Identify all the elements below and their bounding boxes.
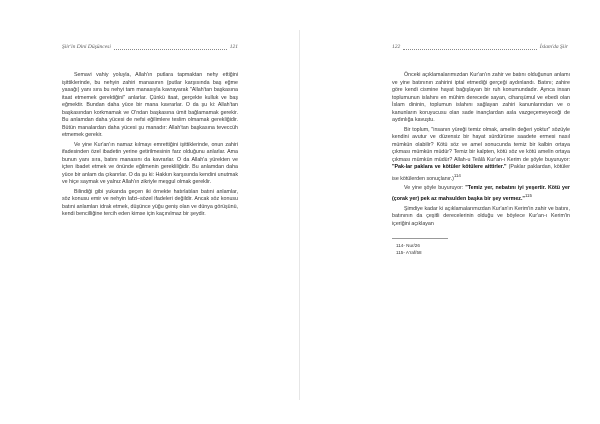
header-leader-dots	[114, 45, 227, 50]
paragraph: Şimdiye kadar ki açıklamalarımızdan Kur'an'ın Kerim'in zahir ve batını, batınının da çeşitli derecelerinin olduğu ve böylece Kur'an-ı Kerim'in içeriğini açıklayan	[392, 205, 570, 227]
left-page-header	[62, 44, 238, 50]
paragraph-text: Ve yine şöyle buyuruyor:	[404, 184, 464, 191]
verse-quote: "Pak-lar paklara ve kötüler kötülere aittirler."	[392, 164, 507, 170]
right-running-title: İslam'da Şiir	[539, 44, 568, 50]
left-page-number: 121	[229, 44, 238, 50]
footnote-divider	[392, 238, 448, 239]
paragraph: Önceki açıklamalarımızdan Kur'an'ın zahir ve batını olduğunun anlamı ve yine batınının zahirini iptal etmediği gerçeği aydınlandı. Batını; zahire göre kendi cismine hayat bağışlayan bir ruh konumundadır. Aynca insan toplumunun islahını en mühim derecede sayan, cihanşümul ve ebedi olan İslam dininin, toplumun islahını sağlayan zahiri kanunlarından ve o kanunların koruyucusu olan sade inançlardan asla vazgeçemeyeceği de aydınlığa kavuştu.	[392, 72, 570, 123]
paragraph-text: Bir toplum, "insanın yüreği temiz olmak, amelin değeri yoktur" sözüyle kendini avutur ve düzensiz bir hayat sürdürürse saadete ermesi nasıl mümkün olabilir? Kötü söz ve amel sonucunda temiz bir kalbin ortaya çıkması mümkün müdür? Temiz bir kalpten, kötü söz ve kötü amelin ortaya çıkması mümkün müdür? Allah-u Teâlâ Kur'an-ı Kerim de şöyle buyuruyor:	[392, 126, 570, 163]
left-running-title: Şiir'in Dini Düşüncesi	[62, 44, 111, 50]
right-page-header	[392, 44, 568, 50]
left-page-body	[62, 72, 238, 219]
right-page	[300, 0, 600, 424]
verse-quote: "Temiz yer, nebatını iyi yeşertir. Kötü yer (çorak yer) pek az mahsulden başka bir şey vermez."	[392, 184, 570, 203]
paragraph	[392, 185, 570, 204]
right-page-body	[392, 72, 570, 256]
paragraph: Semavi vahiy yoluyla, Allah'ın putlara tapmaktan nehy ettiğini işittiklerinde, bu nehyin zahiri manasının (putlar karşısında baş eğme yasağı) yanı sıra bu nehyi tam manasıyla kavrayarak "Allah'tan başkasına itaat etmemek gerektiğini" anlarlar. Çünkü itaat, gerçekte kulluk ve baş eğmektir. Bundan daha yüce bir mana kavrarlar. O da şu ki: Allah'tan başkasından korkmamak ve O'ndan başkasına ümit bağlamamak gerekir. Bu anlamdan daha yücesi de nefsi eğilimlere teslim olmamak gerekliğidir. Bütün manalardan daha yücesi şu manadır: Allah'tan başkasına teveccüh etmemek gerekir.	[62, 72, 238, 138]
footnote: 115- A'raf/58	[396, 250, 422, 256]
footnote-ref: 115	[524, 193, 532, 199]
right-page-number: 122	[392, 44, 401, 50]
paragraph	[392, 127, 570, 183]
footnote: 114- Nur/26	[396, 243, 420, 249]
header-leader-dots	[403, 45, 537, 50]
paragraph-text: (Paklar paklardan, kötüler ise kötülerden sonuçlanır.)	[392, 164, 570, 182]
footnote-ref: 114	[453, 172, 461, 178]
paragraph: Ve yine Kur'an'ın namaz kılmayı emrettiğini işittiklerinde, onun zahiri ifadesinden özel ibadetin yerine getirilmesinin farz olduğunu anlarlar. Ama bunun yanı sıra, batını manasını da kavrarlar. O da Allah'a yürekten ve içten ibadet etmek ve önünde eğilmenin gerekliliğidir. Bu anlamdan daha yüce bir anlam da çıkarırlar. O da şu ki: Hakkın karşısında kendini unutmak ve hiçe saymak ve yalnız Allah'ın zikriyle meşgul olmak gereklir.	[62, 141, 238, 185]
paragraph: Bilindiği gibi yukarıda geçen iki örnekte hatırlatılan batıni anlamlar, söz konusu emir ve nehyin lafzi–sözel ifadeleri değildir. Ancak söz konusu batıni anlamları idrak etmek, düşünce yüğu geniş olan ve dünya görüşünü, kendi bencilliğine tercih eden kimse için kaçınılmaz bir şeydir.	[62, 188, 238, 217]
